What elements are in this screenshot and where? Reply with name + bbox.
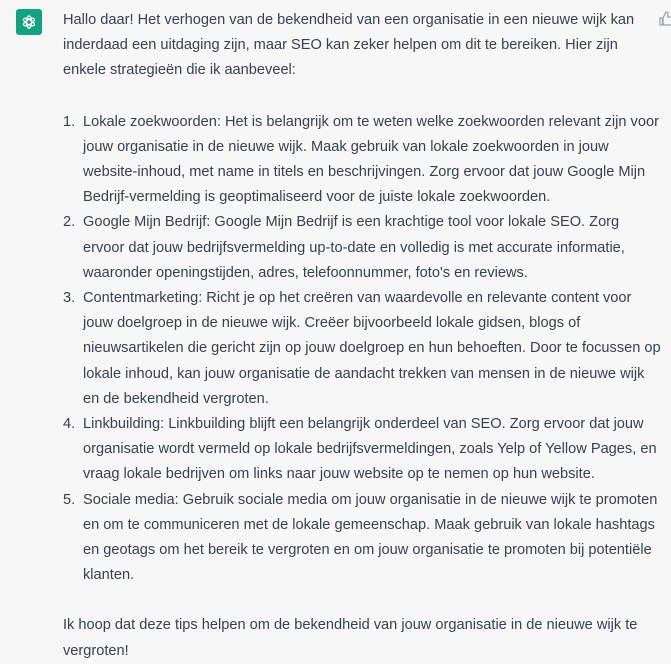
list-item-text: Sociale media: Gebruik sociale media om jouw organisatie in de nieuwe wijk te promoten en om te communiceren met de lokale gemeenschap. Maak gebruik van lokale hashtags en geotags om het bereik te vergroten en om jouw organisatie te promoten bij potentiële klanten. [83,491,658,584]
message-outro: Ik hoop dat deze tips helpen om de bekendheid van jouw organisatie in de nieuwe wijk te vergroten! [63,617,638,659]
list-item-number: 2. [63,214,76,231]
list-item-text: Lokale zoekwoorden: Het is belangrijk om te weten welke zoekwoorden relevant zijn voor jouw organisatie in de nieuwe wijk. Maak gebruik van lokale zoekwoorden in jouw website-inhoud, met name in titels en beschrijvingen. Zorg ervoor dat jouw Google Mijn Bedrijf-vermelding is geoptimaliseerd voor de juiste lokale zoekwoorden. [83,113,659,206]
list-item [63,488,663,589]
message-intro: Hallo daar! Het verhogen van de bekendheid van een organisatie in een nieuwe wijk kan inderdaad een uitdaging zijn, maar SEO kan zeker helpen om dit te bereiken. Hier zijn enkele strategieën die ik aanbeveel: [63,12,635,79]
list-item [63,210,663,286]
list-item-number: 4. [63,416,76,433]
list-item-number: 3. [63,290,76,307]
list-item-text: Google Mijn Bedrijf: Google Mijn Bedrijf is een krachtige tool voor lokale SEO. Zorg ervoor dat jouw bedrijfsvermelding up-to-date en volledig is met accurate informatie, waaronder openingstijden, adres, telefoonnummer, foto's en reviews. [83,214,625,281]
assistant-message [63,8,663,664]
list-item [63,286,663,412]
assistant-avatar [16,9,42,35]
list-item-number: 5. [63,491,76,508]
list-item-text: Contentmarketing: Richt je op het creëren van waardevolle en relevante content voor jouw doelgroep in de nieuwe wijk. Creëer bijvoorbeeld lokale gidsen, blogs of nieuwsartikelen die gericht zijn op jouw doelgroep en hun behoeften. Door te focussen op lokale inhoud, kan jouw organisatie de aandacht trekken van mensen in de nieuwe wijk en de bekendheid vergroten. [83,290,661,407]
list-item [63,412,663,488]
openai-logo-icon [20,13,38,31]
list-item [63,110,663,211]
list-item-text: Linkbuilding: Linkbuilding blijft een belangrijk onderdeel van SEO. Zorg ervoor dat jouw organisatie wordt vermeld op lokale bedrijfsvermeldingen, zoals Yelp of Yellow Pages, en vraag lokale bedrijven om links naar jouw website op te nemen op hun website. [83,416,657,483]
list-item-number: 1. [63,113,76,130]
strategy-list [63,110,663,589]
